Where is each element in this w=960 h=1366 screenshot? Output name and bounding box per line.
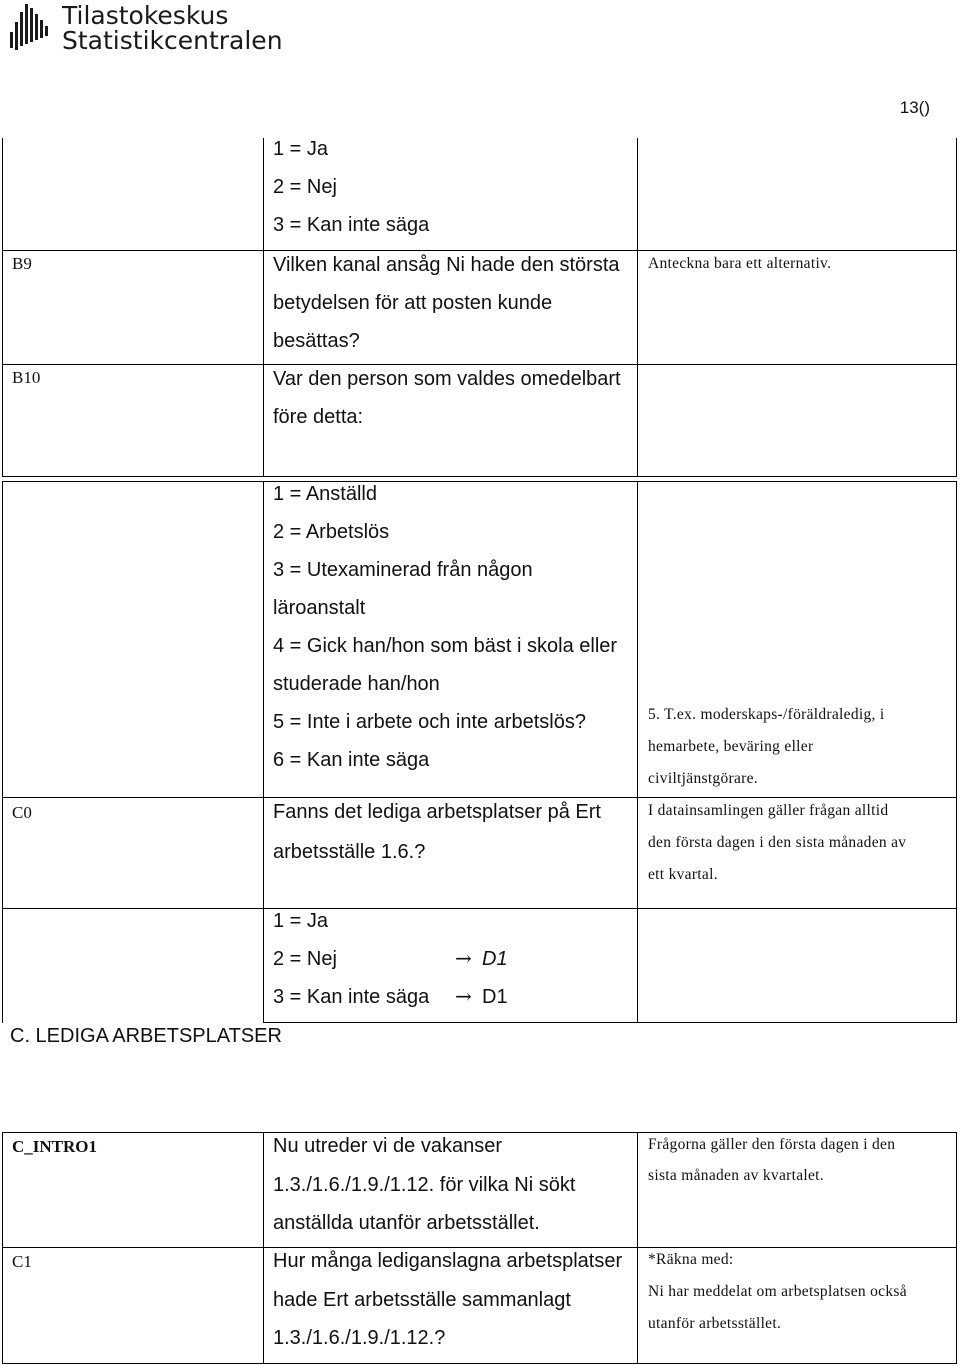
question-code-c0: C0 bbox=[12, 803, 32, 822]
answer-option: 3 = Kan inte säga bbox=[273, 986, 430, 1008]
table-left-border bbox=[2, 908, 3, 1023]
row-divider bbox=[2, 908, 957, 909]
question-code-b9: B9 bbox=[12, 254, 32, 273]
answer-option: studerade han/hon bbox=[273, 673, 440, 695]
answer-option: 3 = Utexaminerad från någon bbox=[273, 559, 533, 581]
question-code-c-intro1: C_INTRO1 bbox=[12, 1137, 98, 1156]
right-arrow-icon: → bbox=[455, 984, 472, 1008]
option-kan-inte-saga: 3 = Kan inte säga bbox=[273, 214, 430, 236]
table-right-border bbox=[956, 1132, 957, 1364]
answer-option: 4 = Gick han/hon som bäst i skola eller bbox=[273, 635, 618, 657]
intro-text-line: 1.3./1.6./1.9./1.12. för vilka Ni sökt bbox=[273, 1174, 576, 1196]
answer-option: 2 = Nej bbox=[273, 948, 337, 970]
table-col2-border bbox=[637, 1132, 638, 1364]
question-text-line: Fanns det lediga arbetsplatser på Ert bbox=[273, 801, 601, 823]
answer-option: 5 = Inte i arbete och inte arbetslös? bbox=[273, 711, 586, 733]
question-text-line: betydelsen för att posten kunde bbox=[273, 292, 553, 314]
table-col2-border bbox=[637, 481, 638, 909]
table-left-border bbox=[2, 138, 3, 476]
instruction-note: Ni har meddelat om arbetsplatsen också bbox=[648, 1283, 907, 1300]
instruction-note: den första dagen i den sista månaden av bbox=[648, 834, 907, 851]
instruction-note: ett kvartal. bbox=[648, 866, 718, 883]
row-divider bbox=[263, 1022, 957, 1023]
question-text-line: Hur många lediganslagna arbetsplatser bbox=[273, 1250, 623, 1272]
table-col1-border bbox=[263, 1132, 264, 1364]
logo-mark-icon bbox=[8, 0, 54, 54]
table-left-border bbox=[2, 1132, 3, 1364]
question-text-line: 1.3./1.6./1.9./1.12.? bbox=[273, 1327, 446, 1349]
question-text-line: besättas? bbox=[273, 330, 360, 352]
answer-option: 1 = Anställd bbox=[273, 483, 377, 505]
statistics-finland-logo bbox=[8, 0, 283, 60]
answer-option: 6 = Kan inte säga bbox=[273, 749, 430, 771]
table-top-border bbox=[2, 1132, 957, 1133]
question-text-line: Vilken kanal ansåg Ni hade den största bbox=[273, 254, 620, 276]
table-right-border bbox=[956, 481, 957, 909]
logo-text-swedish: Statistikcentralen bbox=[62, 26, 283, 55]
instruction-note: Anteckna bara ett alternativ. bbox=[648, 255, 832, 272]
row-divider bbox=[2, 797, 957, 798]
question-code-b10: B10 bbox=[12, 368, 41, 387]
table-top-border bbox=[2, 481, 957, 482]
instruction-note: civiltjänstgörare. bbox=[648, 770, 758, 787]
answer-option: 2 = Arbetslös bbox=[273, 521, 390, 543]
instruction-note: Frågorna gäller den första dagen i den bbox=[648, 1136, 896, 1153]
instruction-note: I datainsamlingen gäller frågan alltid bbox=[648, 802, 889, 819]
instruction-note: *Räkna med: bbox=[648, 1251, 734, 1268]
answer-option: läroanstalt bbox=[273, 597, 366, 619]
skip-target: D1 bbox=[482, 948, 508, 970]
section-title: C. LEDIGA ARBETSPLATSER bbox=[10, 1025, 282, 1047]
table-right-border bbox=[956, 908, 957, 1023]
table-bottom-border bbox=[2, 476, 957, 477]
table-col1-border bbox=[263, 908, 264, 1023]
table-right-border bbox=[956, 138, 957, 476]
intro-text-line: anställda utanför arbetsstället. bbox=[273, 1212, 540, 1234]
question-code-c1: C1 bbox=[12, 1252, 32, 1271]
option-ja: 1 = Ja bbox=[273, 138, 329, 160]
instruction-note: hemarbete, beväring eller bbox=[648, 738, 814, 755]
row-divider bbox=[2, 1247, 957, 1248]
question-text-line: före detta: bbox=[273, 406, 364, 428]
table-col2-border bbox=[637, 908, 638, 1023]
right-arrow-icon: → bbox=[455, 946, 472, 970]
table-left-border bbox=[2, 481, 3, 909]
row-divider bbox=[2, 364, 957, 365]
option-nej: 2 = Nej bbox=[273, 176, 337, 198]
page-number: 13() bbox=[899, 98, 930, 117]
instruction-note: utanför arbetsstället. bbox=[648, 1315, 782, 1332]
skip-target: D1 bbox=[482, 986, 508, 1008]
row-divider bbox=[2, 250, 957, 251]
instruction-note: 5. T.ex. moderskaps-/föräldraledig, i bbox=[648, 706, 885, 723]
instruction-note: sista månaden av kvartalet. bbox=[648, 1167, 824, 1184]
question-text-line: Var den person som valdes omedelbart bbox=[273, 368, 621, 390]
table-bottom-border bbox=[2, 1363, 957, 1364]
intro-text-line: Nu utreder vi de vakanser bbox=[273, 1135, 503, 1157]
table-col2-border bbox=[637, 138, 638, 476]
logo-text-finnish: Tilastokeskus bbox=[62, 1, 229, 30]
table-col1-border bbox=[263, 138, 264, 476]
question-text-line: arbetsställe 1.6.? bbox=[273, 841, 426, 863]
table-col1-border bbox=[263, 481, 264, 909]
question-text-line: hade Ert arbetsställe sammanlagt bbox=[273, 1289, 571, 1311]
answer-option: 1 = Ja bbox=[273, 910, 329, 932]
